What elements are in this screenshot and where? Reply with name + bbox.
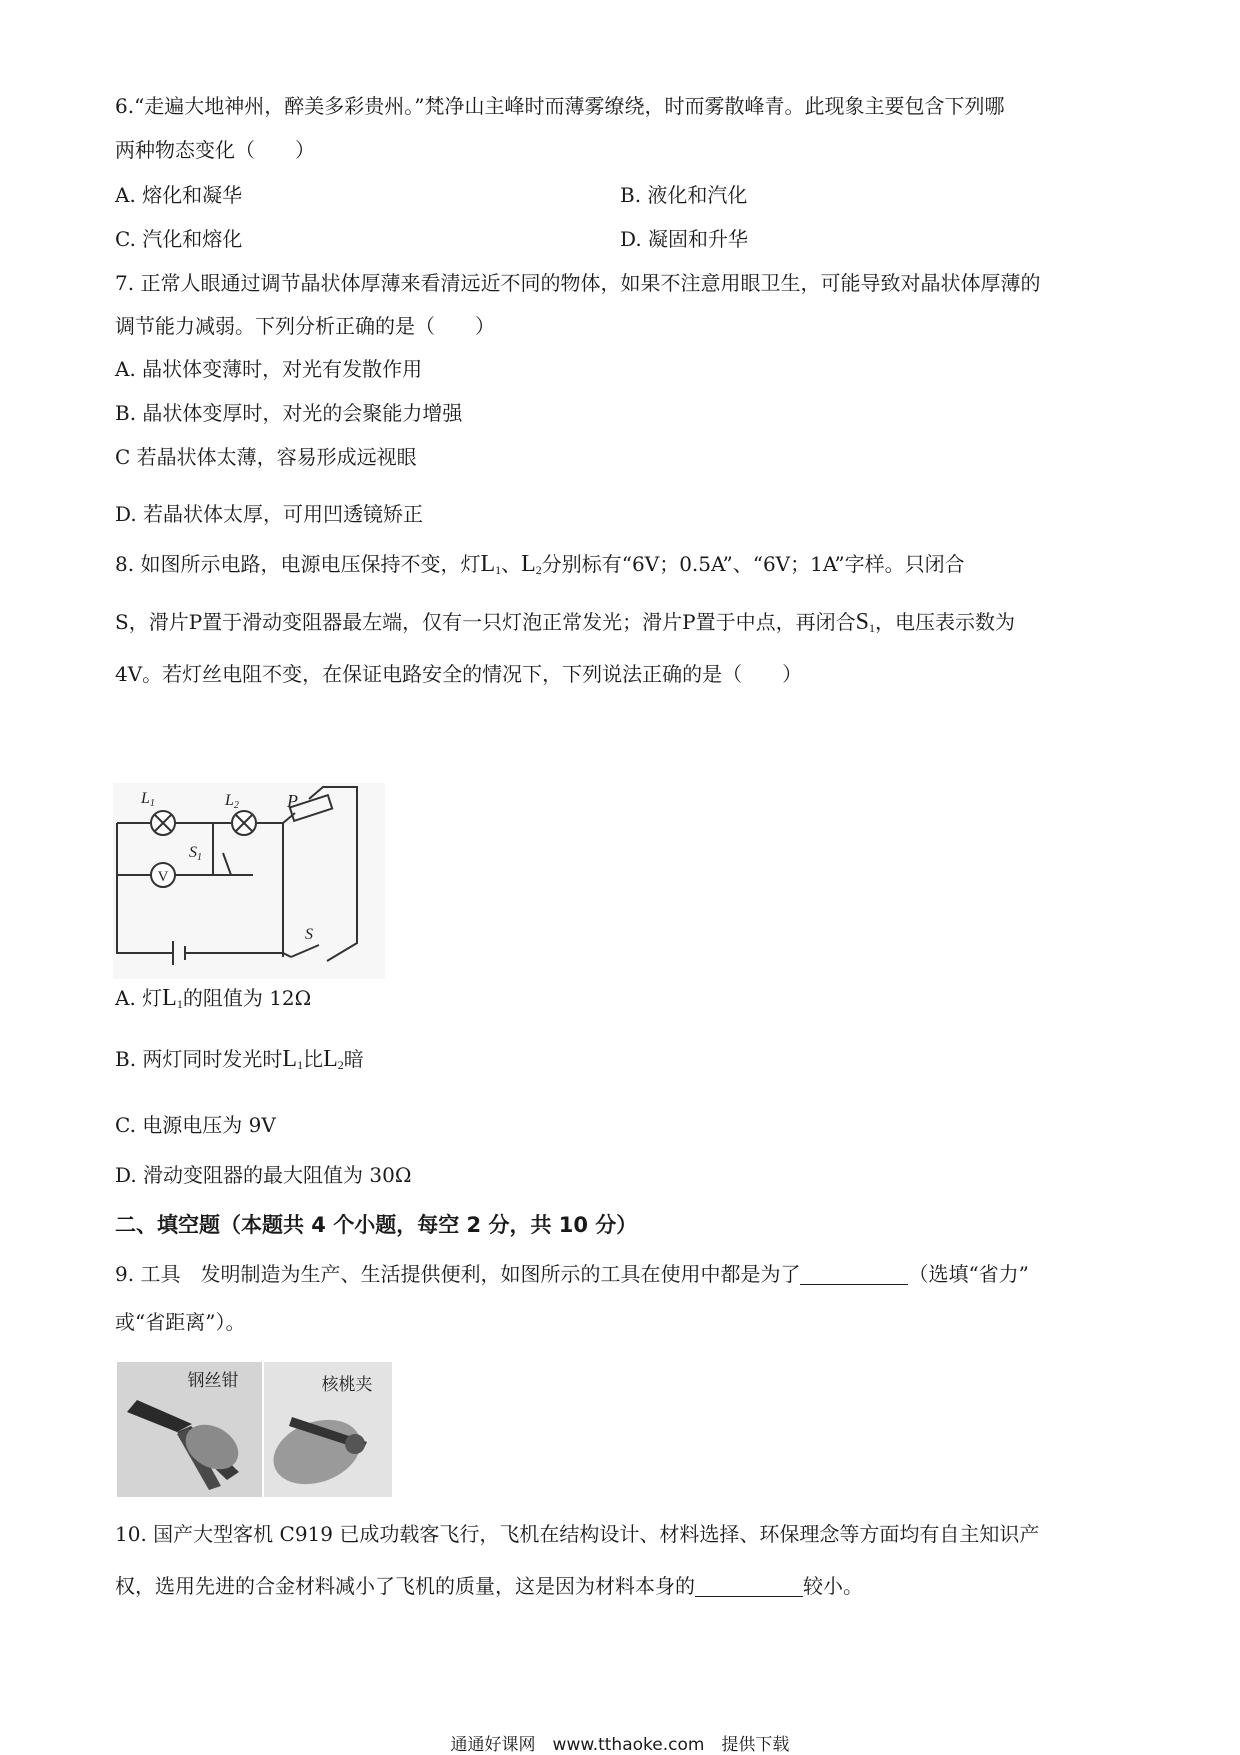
q10-stem-line2: 权，选用先进的合金材料减小了飞机的质量，这是因为材料本身的 较小。	[115, 1574, 863, 1598]
q6-stem-line1: 6.“走遍大地神州，醉美多彩贵州。”梵净山主峰时而薄雾缭绕，时而雾散峰青。此现象主要包含下列哪	[115, 94, 1005, 118]
q6-option-d: D. 凝固和升华	[620, 227, 749, 251]
q8-stem-line3: 4V。若灯丝电阻不变，在保证电路安全的情况下，下列说法正确的是（ ）	[115, 662, 803, 686]
q8-option-b: B. 两灯同时发光时$L_1$比$L_2$暗	[115, 1046, 364, 1072]
q6-option-a: A. 熔化和凝华	[115, 183, 243, 207]
fig-label-s1: S1	[189, 844, 202, 863]
q8-stem-text-a: 8. 如图所示电路，电源电压保持不变，灯	[115, 552, 481, 576]
q7-option-c: C 若晶状体太薄，容易形成远视眼	[115, 445, 417, 469]
bulb-l1-icon	[151, 811, 175, 835]
voltmeter-icon	[151, 863, 175, 887]
q7-option-d: D. 若晶状体太厚，可用凹透镜矫正	[115, 502, 424, 526]
q8-option-a: A. 灯$L_1$的阻值为 12Ω	[115, 985, 312, 1011]
q8-option-d: D. 滑动变阻器的最大阻值为 30Ω	[115, 1163, 412, 1187]
q10-stem-line1: 10. 国产大型客机 C919 已成功载客飞行，飞机在结构设计、材料选择、环保理念等方面均有自主知识产	[115, 1522, 1040, 1546]
tools-image	[117, 1362, 392, 1497]
q8-stem-text-c: S，滑片P置于滑动变阻器最左端，仅有一只灯泡正常发光；滑片P置于中点，再闭合	[115, 610, 856, 634]
pliers-label: 钢丝钳	[187, 1371, 239, 1391]
symbol-l1: $L_1$	[480, 551, 502, 577]
page-footer: 通通好课网 www.tthaoke.com 提供下载	[450, 1735, 790, 1755]
fig-label-s: S	[305, 926, 313, 943]
fig-label-l1: L1	[141, 790, 155, 809]
symbol-s1: $S_1$	[855, 609, 875, 635]
q7-stem-line1: 7. 正常人眼通过调节晶状体厚薄来看清远近不同的物体，如果不注意用眼卫生，可能导致对晶状体厚薄的	[115, 271, 1041, 295]
q8-option-c: C. 电源电压为 9V	[115, 1113, 276, 1137]
q8-stem-text-b: 分别标有“6V；0.5A”、“6V；1A”字样。只闭合	[541, 552, 965, 576]
q8-stem-line1	[115, 550, 965, 584]
fig-label-l2: L2	[225, 792, 239, 811]
q7-option-b: B. 晶状体变厚时，对光的会聚能力增强	[115, 401, 463, 425]
q8-stem-text-d: ，电压表示数为	[874, 610, 1015, 634]
voltmeter-label: V	[157, 869, 169, 885]
circuit-diagram	[113, 783, 385, 979]
nutcracker-label: 核桃夹	[321, 1375, 373, 1395]
fig-label-p: P	[287, 791, 298, 811]
q7-option-a: A. 晶状体变薄时，对光有发散作用	[115, 357, 423, 381]
q10-answer-blank[interactable]	[695, 1574, 803, 1597]
q6-option-b: B. 液化和汽化	[620, 183, 748, 207]
section-heading-fill-in: 二、填空题（本题共 4 个小题，每空 2 分，共 10 分）	[115, 1213, 638, 1237]
bulb-l2-icon	[232, 811, 256, 835]
q6-option-c: C. 汽化和熔化	[115, 227, 243, 251]
q9-answer-blank[interactable]	[800, 1262, 908, 1285]
q9-stem-line1: 9. 工具 发明制造为生产、生活提供便利，如图所示的工具在使用中都是为了 （选填“省力”	[115, 1262, 1029, 1286]
q8-stem-line2	[115, 608, 1015, 642]
q9-stem-line2: 或“省距离”）。	[115, 1310, 246, 1334]
q8-separator: 、	[501, 552, 522, 576]
q7-stem-line2: 调节能力减弱。下列分析正确的是（ ）	[115, 314, 495, 338]
symbol-l2: $L_2$	[521, 551, 542, 577]
q6-stem-line2: 两种物态变化（ ）	[115, 138, 315, 162]
